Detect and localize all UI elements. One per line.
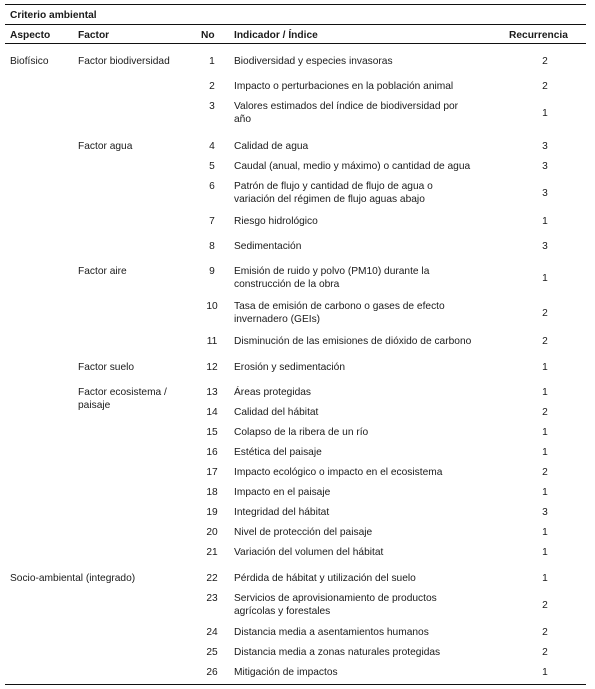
- row-recurrence: 1: [542, 108, 548, 119]
- row-indicator: Impacto ecológico o impacto en el ecosistema: [234, 467, 443, 478]
- factor-agua: Factor agua: [78, 141, 133, 152]
- row-number: 1: [209, 56, 215, 67]
- row-indicator: Pérdida de hábitat y utilización del suelo: [234, 573, 416, 584]
- row-number: 8: [209, 241, 215, 252]
- header-factor: Factor: [78, 30, 110, 41]
- row-recurrence: 2: [542, 81, 548, 92]
- row-indicator: Colapso de la ribera de un río: [234, 427, 369, 438]
- factor-biodiversidad: Factor biodiversidad: [78, 56, 170, 67]
- row-indicator: Estética del paisaje: [234, 447, 322, 458]
- row-number: 6: [209, 181, 215, 192]
- row-number: 24: [206, 627, 218, 638]
- row-number: 13: [206, 387, 218, 398]
- row-indicator: Integridad del hábitat: [234, 507, 330, 518]
- row-number: 7: [209, 216, 215, 227]
- row-number: 23: [206, 593, 218, 604]
- row-indicator: Patrón de flujo y cantidad de flujo de agua o: [234, 181, 433, 192]
- row-indicator: Calidad de agua: [234, 141, 309, 152]
- row-indicator: Riesgo hidrológico: [234, 216, 318, 227]
- factor-ecosistema: Factor ecosistema /: [78, 387, 167, 398]
- row-indicator: Impacto o perturbaciones en la población animal: [234, 81, 454, 92]
- row-number: 18: [206, 487, 218, 498]
- factor-aire: Factor aire: [78, 266, 127, 277]
- row-recurrence: 3: [542, 507, 548, 518]
- row-number: 19: [206, 507, 218, 518]
- row-number: 25: [206, 647, 218, 658]
- row-number: 3: [209, 101, 215, 112]
- row-recurrence: 1: [542, 216, 548, 227]
- row-indicator: Áreas protegidas: [234, 387, 312, 398]
- top-rule: [5, 4, 586, 5]
- row-indicator: Caudal (anual, medio y máximo) o cantidad de agua: [234, 161, 471, 172]
- row-indicator: Valores estimados del índice de biodiversidad por: [234, 101, 459, 112]
- row-recurrence: 2: [542, 627, 548, 638]
- row-recurrence: 1: [542, 573, 548, 584]
- header-indicador: Indicador / Índice: [234, 30, 318, 41]
- factor-paisaje: paisaje: [78, 400, 111, 411]
- row-number: 21: [206, 547, 218, 558]
- factor-suelo: Factor suelo: [78, 362, 135, 373]
- row-recurrence: 1: [542, 527, 548, 538]
- row-number: 2: [209, 81, 215, 92]
- row-number: 10: [206, 301, 218, 312]
- row-indicator-continued: agrícolas y forestales: [234, 606, 331, 617]
- row-recurrence: 2: [542, 467, 548, 478]
- row-indicator: Erosión y sedimentación: [234, 362, 345, 373]
- row-indicator: Impacto en el paisaje: [234, 487, 331, 498]
- row-indicator-continued: año: [234, 114, 251, 125]
- row-recurrence: 2: [542, 308, 548, 319]
- row-indicator: Sedimentación: [234, 241, 302, 252]
- row-number: 20: [206, 527, 218, 538]
- row-number: 16: [206, 447, 218, 458]
- header-no: No: [201, 30, 215, 41]
- row-indicator-continued: variación del régimen de flujo aguas abajo: [234, 194, 425, 205]
- row-number: 14: [206, 407, 218, 418]
- aspect-socio-ambiental: Socio-ambiental (integrado): [10, 573, 136, 584]
- aspect-biofisico: Biofísico: [10, 56, 49, 67]
- row-number: 22: [206, 573, 218, 584]
- header-recurrencia: Recurrencia: [509, 30, 568, 41]
- row-recurrence: 3: [542, 188, 548, 199]
- header-rule: [5, 43, 586, 44]
- row-number: 11: [206, 336, 218, 347]
- row-number: 4: [209, 141, 215, 152]
- row-indicator: Mitigación de impactos: [234, 667, 338, 678]
- row-recurrence: 1: [542, 487, 548, 498]
- row-indicator: Calidad del hábitat: [234, 407, 319, 418]
- row-number: 17: [206, 467, 218, 478]
- row-recurrence: 1: [542, 387, 548, 398]
- row-recurrence: 2: [542, 336, 548, 347]
- row-number: 5: [209, 161, 215, 172]
- row-recurrence: 3: [542, 241, 548, 252]
- row-recurrence: 3: [542, 141, 548, 152]
- row-indicator: Disminución de las emisiones de dióxido de carbono: [234, 336, 472, 347]
- row-indicator-continued: invernadero (GEIs): [234, 314, 321, 325]
- row-number: 9: [209, 266, 215, 277]
- row-indicator: Tasa de emisión de carbono o gases de efecto: [234, 301, 445, 312]
- row-recurrence: 2: [542, 600, 548, 611]
- row-indicator: Servicios de aprovisionamiento de productos: [234, 593, 437, 604]
- bottom-rule: [5, 684, 586, 685]
- row-recurrence: 3: [542, 161, 548, 172]
- row-indicator: Distancia media a asentamientos humanos: [234, 627, 429, 638]
- row-recurrence: 1: [542, 427, 548, 438]
- row-recurrence: 2: [542, 56, 548, 67]
- row-number: 12: [206, 362, 218, 373]
- row-indicator: Emisión de ruido y polvo (PM10) durante la: [234, 266, 430, 277]
- row-recurrence: 1: [542, 547, 548, 558]
- row-indicator: Distancia media a zonas naturales protegidas: [234, 647, 441, 658]
- row-indicator: Nivel de protección del paisaje: [234, 527, 373, 538]
- title-rule: [5, 24, 586, 25]
- row-recurrence: 1: [542, 447, 548, 458]
- row-number: 26: [206, 667, 218, 678]
- row-recurrence: 1: [542, 667, 548, 678]
- row-recurrence: 2: [542, 647, 548, 658]
- row-number: 15: [206, 427, 218, 438]
- row-indicator-continued: construcción de la obra: [234, 279, 340, 290]
- row-recurrence: 1: [542, 273, 548, 284]
- header-aspecto: Aspecto: [10, 30, 51, 41]
- row-recurrence: 1: [542, 362, 548, 373]
- row-indicator: Variación del volumen del hábitat: [234, 547, 384, 558]
- row-recurrence: 2: [542, 407, 548, 418]
- table-title: Criterio ambiental: [10, 10, 97, 21]
- row-indicator: Biodiversidad y especies invasoras: [234, 56, 393, 67]
